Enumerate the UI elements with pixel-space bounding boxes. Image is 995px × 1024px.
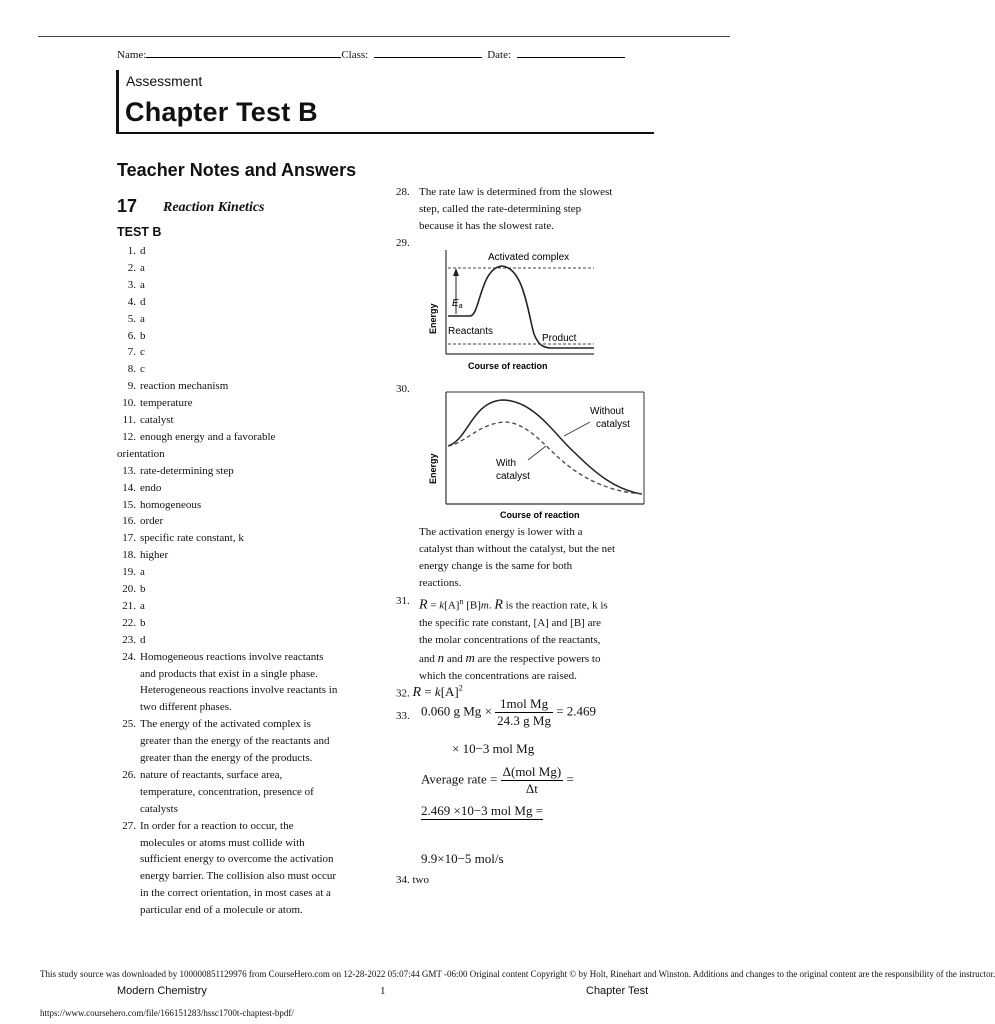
answer-number: 3. (127, 278, 136, 291)
powers-line: and n and m are the respective powers to (419, 649, 601, 665)
answer-line: order (140, 515, 164, 528)
answer-line: c (140, 346, 145, 359)
conversion-fraction (495, 696, 553, 729)
energy-diagram-30 (424, 390, 646, 522)
answer-line: greater than the energy of the products. (140, 752, 313, 764)
answer-line: a (140, 599, 145, 612)
answer-line: The rate law is determined from the slowest (419, 186, 613, 198)
answer-number: 17. (122, 532, 136, 545)
answer-33-exp: × 10−3 mol Mg (452, 741, 535, 756)
answer-number: 24. (122, 650, 136, 663)
answer-line: catalysts (140, 802, 178, 815)
answer-line: c (140, 363, 145, 376)
answer-33-line3: 2.469 ×10−3 mol Mg = (421, 803, 544, 818)
header-bar (116, 70, 119, 132)
class-field[interactable] (374, 47, 482, 58)
answer-line: specific rate constant, k (140, 532, 244, 545)
answer-number: 12. (122, 430, 136, 443)
header-rule (116, 132, 654, 134)
answer-line: catalyst than without the catalyst, but the net (419, 543, 616, 555)
ea-label (452, 298, 463, 310)
answer-number: 19. (122, 566, 136, 579)
answer-number: 26. (122, 768, 136, 781)
activated-complex-label: Activated complex (488, 252, 570, 263)
answer-line: a (140, 278, 145, 291)
answer-line: energy barrier. The collision also must occur (140, 870, 337, 883)
y-axis-label: Energy (428, 303, 438, 334)
answer-31-text (419, 593, 608, 685)
answer-number: 9. (127, 380, 136, 393)
answer-number: 10. (122, 397, 136, 410)
y-axis-label: Energy (428, 453, 438, 484)
answer-line: Homogeneous reactions involve reactants (140, 650, 324, 663)
answer-33-number: 33. (396, 710, 410, 722)
avg-rate-fraction (501, 764, 564, 797)
answer-number: 14. (122, 481, 136, 494)
ea-subscript: a (458, 303, 463, 310)
answer-number: 16. (122, 515, 136, 528)
fraction-denominator: Δt (525, 781, 538, 796)
test-label: TEST B (117, 225, 162, 239)
answer-line: higher (140, 549, 169, 562)
answer-number: 4. (127, 295, 136, 308)
answer-number: 21. (122, 599, 136, 612)
mass-value: 0.060 g Mg (421, 703, 482, 719)
answer-line: and products that exist in a single phase. (140, 667, 318, 680)
rate-law-line: $R = k[A]^n$ [B]m. R is the reaction rate, k is (419, 597, 608, 613)
rate-law-32: $R = k[A]^2$ (412, 684, 463, 701)
teacher-notes-heading: Teacher Notes and Answers (117, 160, 357, 180)
answer-line: b (140, 329, 146, 342)
answer-line: orientation (117, 447, 165, 460)
answer-34 (396, 872, 429, 889)
answer-number: 32. (396, 687, 410, 700)
answer-number: 18. (122, 549, 136, 562)
date-label: Date: (487, 49, 512, 61)
top-rule (38, 36, 730, 37)
answer-line: catalyst (140, 414, 174, 426)
answer-31-number: 31. (396, 595, 410, 607)
name-label: Name: (117, 49, 147, 61)
answer-line: a (140, 261, 145, 274)
answer-line: b (140, 616, 146, 629)
answer-number: 25. (122, 718, 136, 731)
answer-line: the specific rate constant, [A] and [B] are (419, 616, 602, 629)
fraction-numerator: 1mol Mg (495, 696, 553, 713)
answer-line: reactions. (419, 577, 462, 589)
answer-line: greater than the energy of the reactants and (140, 735, 330, 748)
answer-30-text (419, 524, 615, 592)
answer-line: d (140, 245, 146, 257)
answer-29-number: 29. (396, 237, 410, 249)
answer-line: Heterogeneous reactions involve reactants in (140, 684, 338, 697)
answer-33-calc: 0.060 g Mg × $\frac{\text{1mol Mg}}{\text{24.3 g Mg}}$ = 2.469 (421, 696, 597, 728)
answer-text: two (412, 874, 429, 886)
answer-line: two different phases. (140, 701, 232, 714)
answer-line: a (140, 566, 145, 579)
answer-33-line4: 9.9×10−5 mol/s (421, 851, 504, 866)
answer-line: homogeneous (140, 498, 202, 511)
answer-number: 1. (127, 245, 136, 257)
answer-number: 11. (122, 414, 136, 426)
answer-line: in the correct orientation, in most cases at a (140, 887, 331, 900)
answer-number: 6. (127, 329, 136, 342)
answer-number: 34. (396, 874, 410, 886)
answer-line: rate-determining step (140, 464, 234, 477)
footer-page-number: 1 (380, 985, 386, 997)
answer-line: which the concentrations are raised. (419, 669, 577, 682)
answer-number: 15. (122, 498, 136, 511)
fraction-numerator: Δ(mol Mg) (502, 764, 562, 779)
name-field[interactable] (146, 47, 341, 58)
answer-number: 7. (127, 346, 136, 359)
answer-line: reaction mechanism (140, 380, 229, 393)
section-label: Assessment (126, 73, 203, 89)
answer-line: the molar concentrations of the reactants, (419, 633, 601, 646)
result-value: = 2.469 (556, 703, 597, 719)
without-catalyst-label-2: catalyst (596, 419, 630, 430)
name-class-date-line (117, 47, 625, 61)
answer-line: temperature (140, 397, 193, 410)
answer-28-text (419, 184, 612, 235)
answer-line: particular end of a molecule or atom. (140, 904, 303, 917)
answer-line: nature of reactants, surface area, (140, 768, 283, 781)
answer-number: 27. (122, 819, 136, 832)
footer-source-notice: This study source was downloaded by 100000851129976 from CourseHero.com on 12-28-2022 05:07:44 GMT -06:00 Original content Copyright © by Holt, Rinehart and Winston. Additions and changes to the original content are the responsibility of the instructor. (40, 969, 995, 979)
answer-number: 2. (127, 261, 136, 274)
answer-number: 28. (396, 186, 410, 198)
answer-line: enough energy and a favorable (140, 430, 276, 443)
answer-line: d (140, 633, 146, 646)
answer-line: endo (140, 481, 162, 494)
product-label: Product (542, 333, 577, 344)
answer-28 (396, 184, 410, 201)
answer-line: are the respective powers to (477, 652, 601, 665)
date-field[interactable] (517, 47, 625, 58)
answer-line: energy change is the same for both (419, 560, 573, 572)
with-catalyst-label-2: catalyst (496, 471, 530, 482)
answer-line: is the reaction rate, k is (505, 599, 608, 612)
answer-30-number: 30. (396, 383, 410, 395)
answer-line: temperature, concentration, presence of (140, 785, 314, 798)
answer-number: 8. (127, 363, 136, 376)
answer-line: In order for a reaction to occur, the (140, 819, 294, 832)
fraction-denominator: 24.3 g Mg (497, 713, 551, 728)
chapter-number: 17 (117, 196, 138, 216)
answer-line: b (140, 583, 146, 595)
chapter-name: Reaction Kinetics (163, 200, 265, 215)
energy-diagram-29 (424, 244, 600, 372)
reactants-label: Reactants (448, 326, 494, 337)
answer-line: sufficient energy to overcome the activation (140, 853, 334, 866)
answer-number: 5. (127, 312, 136, 325)
x-axis-label: Course of reaction (468, 361, 548, 371)
x-axis-label: Course of reaction (500, 510, 580, 520)
answer-line: The energy of the activated complex is (140, 718, 311, 731)
footer-url[interactable]: https://www.coursehero.com/file/166151283/hssc1700t-chaptest-bpdf/ (40, 1008, 294, 1018)
page-title: Chapter Test B (125, 97, 318, 127)
class-label: Class: (341, 49, 369, 61)
footer-book-title: Modern Chemistry (117, 985, 207, 997)
answer-line: a (140, 312, 145, 325)
without-catalyst-label-1: Without (590, 406, 624, 417)
answer-number: 22. (122, 616, 136, 629)
with-catalyst-label-1: With (496, 458, 516, 469)
answer-line: d (140, 295, 146, 308)
ea-symbol: E (452, 298, 459, 309)
answer-number: 20. (122, 583, 136, 595)
answer-line: molecules or atoms must collide with (140, 836, 305, 849)
answer-number: 23. (122, 633, 136, 646)
answer-line: The activation energy is lower with a (419, 526, 583, 538)
avg-rate-label: Average rate = (421, 771, 498, 787)
answer-line: because it has the slowest rate. (419, 220, 555, 232)
answer-line: step, called the rate-determining step (419, 203, 582, 215)
answer-number: 13. (122, 464, 136, 477)
answer-33-avg: Average rate = $\frac{\text{Δ(mol Mg)}}{\Delta t}$ = (421, 764, 574, 796)
footer-section: Chapter Test (586, 985, 649, 997)
